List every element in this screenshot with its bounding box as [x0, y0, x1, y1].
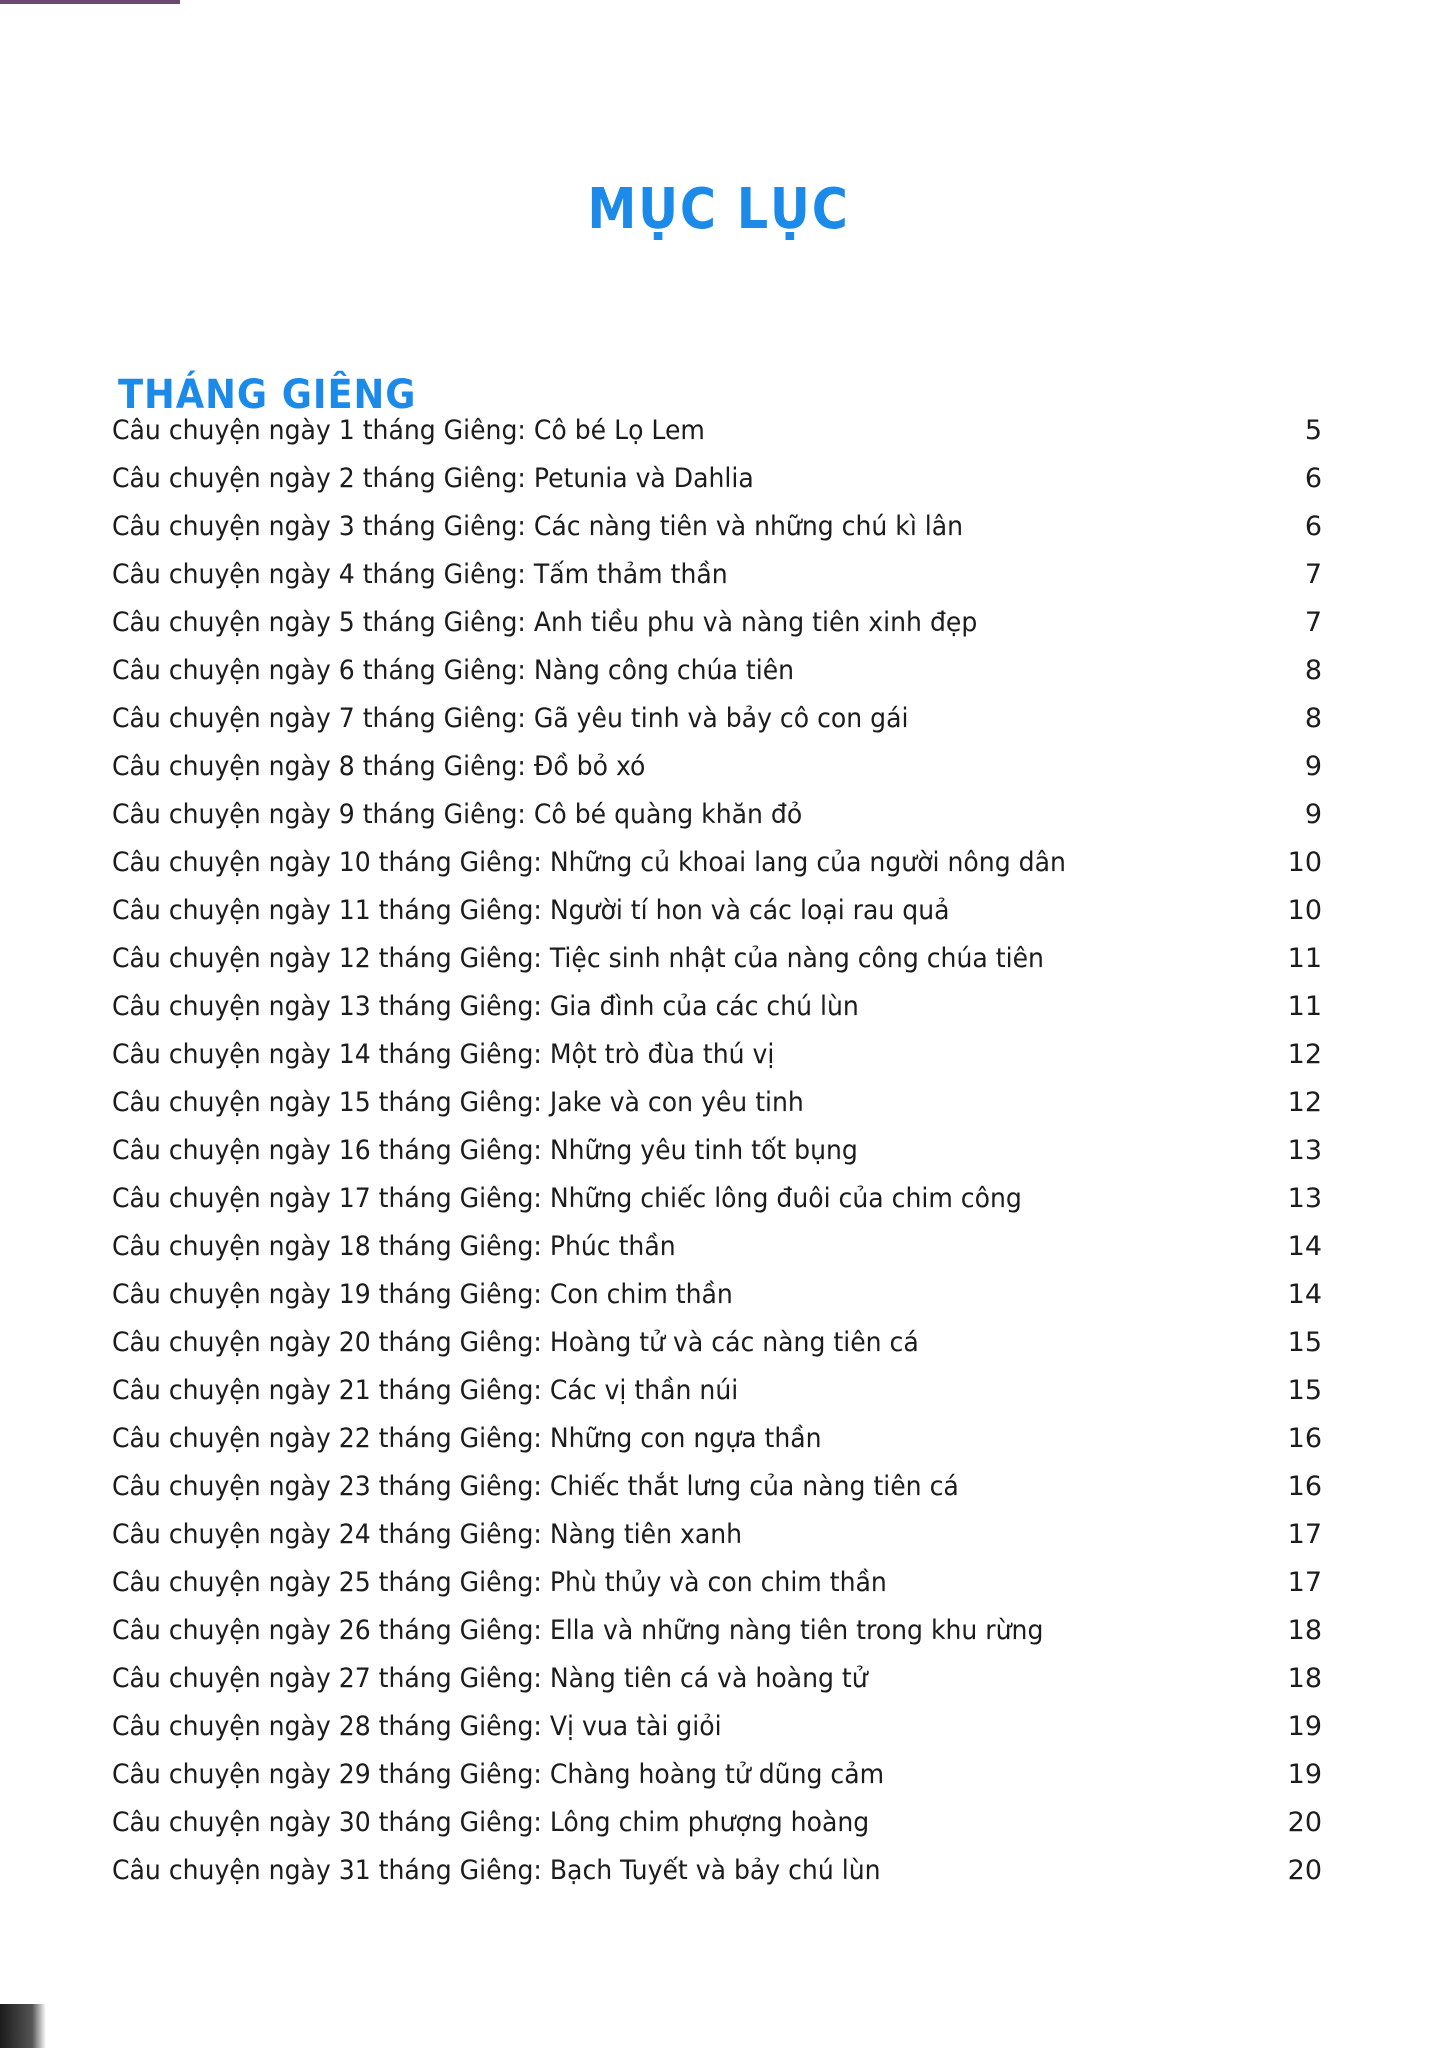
toc-entry-title: Câu chuyện ngày 16 tháng Giêng: Những yêu tinh tốt bụng [112, 1134, 858, 1166]
toc-entry[interactable] [112, 550, 1322, 598]
toc-list [112, 406, 1322, 1894]
toc-entry-title: Câu chuyện ngày 8 tháng Giêng: Đồ bỏ xó [112, 750, 646, 782]
toc-entry[interactable] [112, 742, 1322, 790]
toc-entry-page-number: 20 [1287, 1806, 1322, 1838]
toc-entry-title: Câu chuyện ngày 13 tháng Giêng: Gia đình của các chú lùn [112, 990, 859, 1022]
toc-entry-title: Câu chuyện ngày 28 tháng Giêng: Vị vua tài giỏi [112, 1710, 722, 1742]
toc-entry-page-number: 18 [1287, 1614, 1322, 1646]
page-edge-bottom [0, 2004, 46, 2048]
toc-entry[interactable] [112, 982, 1322, 1030]
toc-entry-title: Câu chuyện ngày 11 tháng Giêng: Người tí hon và các loại rau quả [112, 894, 950, 926]
toc-entry[interactable] [112, 1654, 1322, 1702]
toc-entry-page-number: 9 [1304, 798, 1322, 830]
toc-entry-page-number: 18 [1287, 1662, 1322, 1694]
toc-entry[interactable] [112, 1846, 1322, 1894]
toc-entry-page-number: 19 [1287, 1710, 1322, 1742]
toc-entry-title: Câu chuyện ngày 14 tháng Giêng: Một trò đùa thú vị [112, 1038, 775, 1070]
toc-entry-title: Câu chuyện ngày 12 tháng Giêng: Tiệc sinh nhật của nàng công chúa tiên [112, 942, 1044, 974]
toc-entry-title: Câu chuyện ngày 3 tháng Giêng: Các nàng tiên và những chú kì lân [112, 510, 964, 542]
toc-entry[interactable] [112, 1126, 1322, 1174]
toc-entry[interactable] [112, 1702, 1322, 1750]
toc-entry-title: Câu chuyện ngày 30 tháng Giêng: Lông chim phượng hoàng [112, 1806, 870, 1838]
toc-entry-page-number: 20 [1287, 1854, 1322, 1886]
toc-entry-page-number: 10 [1287, 894, 1322, 926]
toc-entry[interactable] [112, 838, 1322, 886]
toc-entry-page-number: 14 [1287, 1278, 1322, 1310]
toc-entry[interactable] [112, 646, 1322, 694]
toc-entry-page-number: 7 [1304, 558, 1322, 590]
toc-entry-title: Câu chuyện ngày 17 tháng Giêng: Những chiếc lông đuôi của chim công [112, 1182, 1022, 1214]
toc-entry[interactable] [112, 886, 1322, 934]
toc-entry-page-number: 15 [1287, 1326, 1322, 1358]
toc-entry-page-number: 15 [1287, 1374, 1322, 1406]
toc-entry-page-number: 19 [1287, 1758, 1322, 1790]
toc-entry-title: Câu chuyện ngày 18 tháng Giêng: Phúc thần [112, 1230, 676, 1262]
toc-entry-page-number: 13 [1287, 1134, 1322, 1166]
toc-entry[interactable] [112, 1030, 1322, 1078]
toc-entry-title: Câu chuyện ngày 21 tháng Giêng: Các vị thần núi [112, 1374, 739, 1406]
toc-entry-page-number: 12 [1287, 1086, 1322, 1118]
toc-entry[interactable] [112, 1078, 1322, 1126]
toc-entry[interactable] [112, 934, 1322, 982]
toc-entry[interactable] [112, 502, 1322, 550]
toc-entry-page-number: 11 [1287, 990, 1322, 1022]
toc-entry-page-number: 16 [1287, 1422, 1322, 1454]
page-edge-top [0, 0, 180, 4]
toc-entry[interactable] [112, 1558, 1322, 1606]
toc-entry[interactable] [112, 406, 1322, 454]
toc-entry-title: Câu chuyện ngày 27 tháng Giêng: Nàng tiên cá và hoàng tử [112, 1662, 868, 1694]
toc-entry-title: Câu chuyện ngày 29 tháng Giêng: Chàng hoàng tử dũng cảm [112, 1758, 885, 1790]
toc-entry-page-number: 10 [1287, 846, 1322, 878]
toc-entry[interactable] [112, 1510, 1322, 1558]
toc-entry-title: Câu chuyện ngày 10 tháng Giêng: Những củ khoai lang của người nông dân [112, 846, 1066, 878]
toc-entry[interactable] [112, 790, 1322, 838]
page-title: MỤC LỤC [587, 176, 850, 242]
toc-entry-page-number: 17 [1287, 1566, 1322, 1598]
toc-entry-title: Câu chuyện ngày 19 tháng Giêng: Con chim thần [112, 1278, 733, 1310]
toc-entry-title: Câu chuyện ngày 26 tháng Giêng: Ella và những nàng tiên trong khu rừng [112, 1614, 1044, 1646]
toc-entry[interactable] [112, 1750, 1322, 1798]
toc-entry-title: Câu chuyện ngày 25 tháng Giêng: Phù thủy và con chim thần [112, 1566, 887, 1598]
toc-entry-page-number: 16 [1287, 1470, 1322, 1502]
toc-entry[interactable] [112, 454, 1322, 502]
toc-entry-title: Câu chuyện ngày 20 tháng Giêng: Hoàng tử và các nàng tiên cá [112, 1326, 919, 1358]
toc-entry-title: Câu chuyện ngày 6 tháng Giêng: Nàng công chúa tiên [112, 654, 795, 686]
toc-entry-title: Câu chuyện ngày 15 tháng Giêng: Jake và con yêu tinh [112, 1086, 804, 1118]
toc-entry[interactable] [112, 598, 1322, 646]
toc-entry-title: Câu chuyện ngày 23 tháng Giêng: Chiếc thắt lưng của nàng tiên cá [112, 1470, 959, 1502]
toc-entry-page-number: 8 [1304, 702, 1322, 734]
toc-entry-title: Câu chuyện ngày 9 tháng Giêng: Cô bé quàng khăn đỏ [112, 798, 803, 830]
toc-entry-title: Câu chuyện ngày 1 tháng Giêng: Cô bé Lọ Lem [112, 414, 705, 446]
toc-entry[interactable] [112, 1174, 1322, 1222]
toc-entry[interactable] [112, 1798, 1322, 1846]
toc-entry[interactable] [112, 1462, 1322, 1510]
toc-entry-page-number: 13 [1287, 1182, 1322, 1214]
toc-entry[interactable] [112, 694, 1322, 742]
toc-entry[interactable] [112, 1270, 1322, 1318]
toc-entry[interactable] [112, 1318, 1322, 1366]
toc-entry-page-number: 5 [1304, 414, 1322, 446]
toc-entry[interactable] [112, 1366, 1322, 1414]
toc-entry-title: Câu chuyện ngày 7 tháng Giêng: Gã yêu tinh và bảy cô con gái [112, 702, 909, 734]
toc-entry-title: Câu chuyện ngày 2 tháng Giêng: Petunia và Dahlia [112, 462, 754, 494]
toc-entry[interactable] [112, 1606, 1322, 1654]
section-title: THÁNG GIÊNG [118, 372, 417, 419]
toc-entry-page-number: 6 [1304, 510, 1322, 542]
toc-entry-title: Câu chuyện ngày 31 tháng Giêng: Bạch Tuyết và bảy chú lùn [112, 1854, 881, 1886]
toc-entry-title: Câu chuyện ngày 24 tháng Giêng: Nàng tiên xanh [112, 1518, 743, 1550]
toc-entry-page-number: 9 [1304, 750, 1322, 782]
toc-entry-page-number: 7 [1304, 606, 1322, 638]
toc-entry[interactable] [112, 1414, 1322, 1462]
toc-entry-title: Câu chuyện ngày 4 tháng Giêng: Tấm thảm thần [112, 558, 728, 590]
toc-entry-page-number: 8 [1304, 654, 1322, 686]
toc-entry-title: Câu chuyện ngày 22 tháng Giêng: Những con ngựa thần [112, 1422, 822, 1454]
toc-entry-page-number: 17 [1287, 1518, 1322, 1550]
toc-entry-title: Câu chuyện ngày 5 tháng Giêng: Anh tiều phu và nàng tiên xinh đẹp [112, 606, 978, 638]
toc-entry-page-number: 6 [1304, 462, 1322, 494]
toc-entry-page-number: 11 [1287, 942, 1322, 974]
toc-entry-page-number: 14 [1287, 1230, 1322, 1262]
toc-entry[interactable] [112, 1222, 1322, 1270]
toc-entry-page-number: 12 [1287, 1038, 1322, 1070]
